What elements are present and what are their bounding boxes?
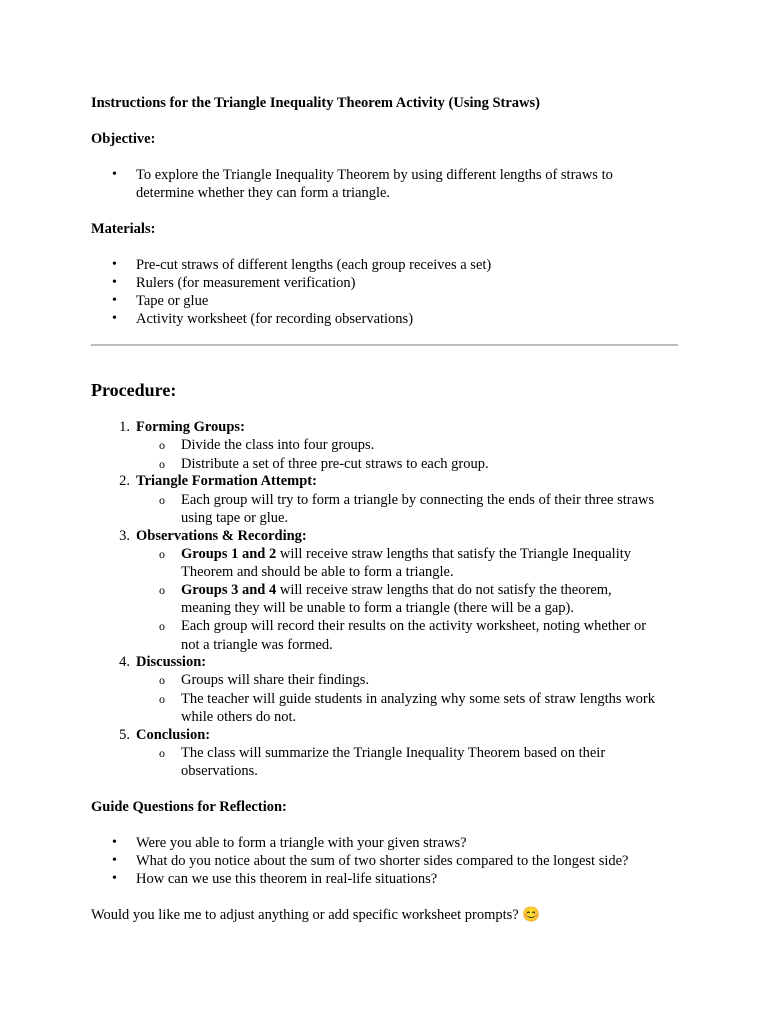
step-sub-item: Distribute a set of three pre-cut straws to each group. (181, 456, 489, 472)
horizontal-divider (91, 344, 678, 346)
bullet-icon: • (112, 257, 117, 272)
step-sub-item-line2: using tape or glue. (181, 510, 289, 526)
step-number: 3. (119, 528, 130, 544)
materials-item: Activity worksheet (for recording observations) (136, 311, 414, 327)
procedure-heading: Procedure: (91, 380, 177, 400)
sub-bullet-icon: o (159, 438, 165, 452)
step-sub-item: Divide the class into four groups. (181, 437, 375, 453)
step-sub-item-line2: observations. (181, 763, 258, 779)
sub-bullet-icon: o (159, 547, 165, 561)
bullet-icon: • (112, 311, 117, 326)
step-sub-item-line2: meaning they will be unable to form a triangle (there will be a gap). (181, 600, 574, 616)
step-number: 2. (119, 473, 130, 489)
closing-text: Would you like me to adjust anything or add specific worksheet prompts? 😊 (91, 907, 541, 923)
groups-emphasis: Groups 1 and 2 (181, 546, 277, 562)
step-sub-item-line1: The teacher will guide students in analyzing why some sets of straw lengths work (181, 691, 655, 707)
step-label: Discussion: (136, 654, 207, 670)
step-number: 1. (119, 419, 130, 435)
sub-bullet-icon: o (159, 673, 165, 687)
bullet-icon: • (112, 871, 117, 886)
objective-item-line1: To explore the Triangle Inequality Theorem by using different lengths of straws to (136, 167, 613, 183)
document-title: Instructions for the Triangle Inequality Theorem Activity (Using Straws) (91, 95, 540, 111)
sub-bullet-icon: o (159, 746, 165, 760)
sub-bullet-icon: o (159, 583, 165, 597)
step-sub-item-line2: not a triangle was formed. (181, 637, 333, 653)
objective-heading: Objective: (91, 131, 156, 147)
step-number: 5. (119, 727, 130, 743)
objective-item-line2: determine whether they can form a triangle. (136, 185, 391, 201)
materials-item: Tape or glue (136, 293, 209, 309)
bullet-icon: • (112, 167, 117, 182)
bullet-icon: • (112, 835, 117, 850)
sub-bullet-icon: o (159, 692, 165, 706)
guide-item: What do you notice about the sum of two shorter sides compared to the longest side? (136, 853, 629, 869)
bullet-icon: • (112, 853, 117, 868)
bullet-icon: • (112, 293, 117, 308)
step-number: 4. (119, 654, 130, 670)
materials-item: Rulers (for measurement verification) (136, 275, 356, 291)
step-sub-text: will receive straw lengths that satisfy the Triangle Inequality (276, 546, 632, 562)
guide-item: How can we use this theorem in real-life situations? (136, 871, 438, 887)
sub-bullet-icon: o (159, 457, 165, 471)
step-label: Observations & Recording: (136, 528, 307, 544)
sub-bullet-icon: o (159, 493, 165, 507)
step-sub-item-line1 (181, 581, 612, 599)
materials-item: Pre-cut straws of different lengths (each group receives a set) (136, 257, 492, 273)
step-label: Conclusion: (136, 727, 211, 743)
groups-emphasis: Groups 3 and 4 (181, 582, 277, 598)
step-sub-item-line2: Theorem and should be able to form a triangle. (181, 564, 454, 580)
step-sub-item-line1: Each group will try to form a triangle by connecting the ends of their three straws (181, 492, 655, 508)
guide-item: Were you able to form a triangle with your given straws? (136, 835, 467, 851)
guide-heading: Guide Questions for Reflection: (91, 799, 287, 815)
step-label: Forming Groups: (136, 419, 245, 435)
step-sub-item-line2: while others do not. (181, 709, 297, 725)
materials-heading: Materials: (91, 221, 156, 237)
step-label: Triangle Formation Attempt: (136, 473, 317, 489)
step-sub-item-line1 (181, 545, 631, 563)
step-sub-item-line1: The class will summarize the Triangle Inequality Theorem based on their (181, 745, 606, 761)
sub-bullet-icon: o (159, 619, 165, 633)
step-sub-text: will receive straw lengths that do not satisfy the theorem, (276, 582, 612, 598)
step-sub-item-line1: Each group will record their results on the activity worksheet, noting whether or (181, 618, 647, 634)
bullet-icon: • (112, 275, 117, 290)
step-sub-item: Groups will share their findings. (181, 672, 370, 688)
